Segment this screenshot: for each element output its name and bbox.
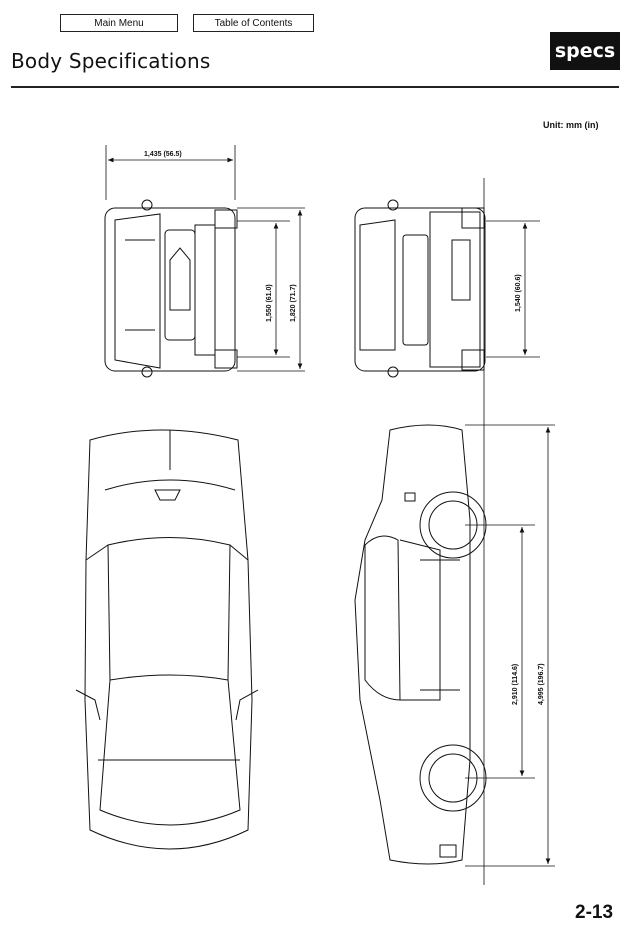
overall-width-label: 1,435 (56.5) [144, 151, 182, 158]
wheelbase-label: 2,910 (114.6) [512, 663, 519, 705]
specs-badge: specs [550, 32, 620, 70]
page-title: Body Specifications [11, 49, 211, 73]
page-number: 2-13 [575, 902, 614, 923]
front-view-illustration [105, 200, 237, 377]
rear-track-label: 1,540 (60.6) [515, 274, 522, 312]
rear-view-illustration [355, 200, 485, 377]
main-menu-button[interactable]: Main Menu [60, 14, 178, 32]
side-view-illustration [355, 425, 486, 864]
top-view-illustration [76, 430, 258, 849]
table-of-contents-button[interactable]: Table of Contents [193, 14, 314, 32]
unit-label: Unit: mm (in) [543, 120, 599, 130]
front-track-label: 1,550 (61.0) [266, 284, 273, 322]
overall-length-label: 4,995 (196.7) [538, 663, 545, 705]
overall-height-label: 1,820 (71.7) [290, 284, 297, 322]
